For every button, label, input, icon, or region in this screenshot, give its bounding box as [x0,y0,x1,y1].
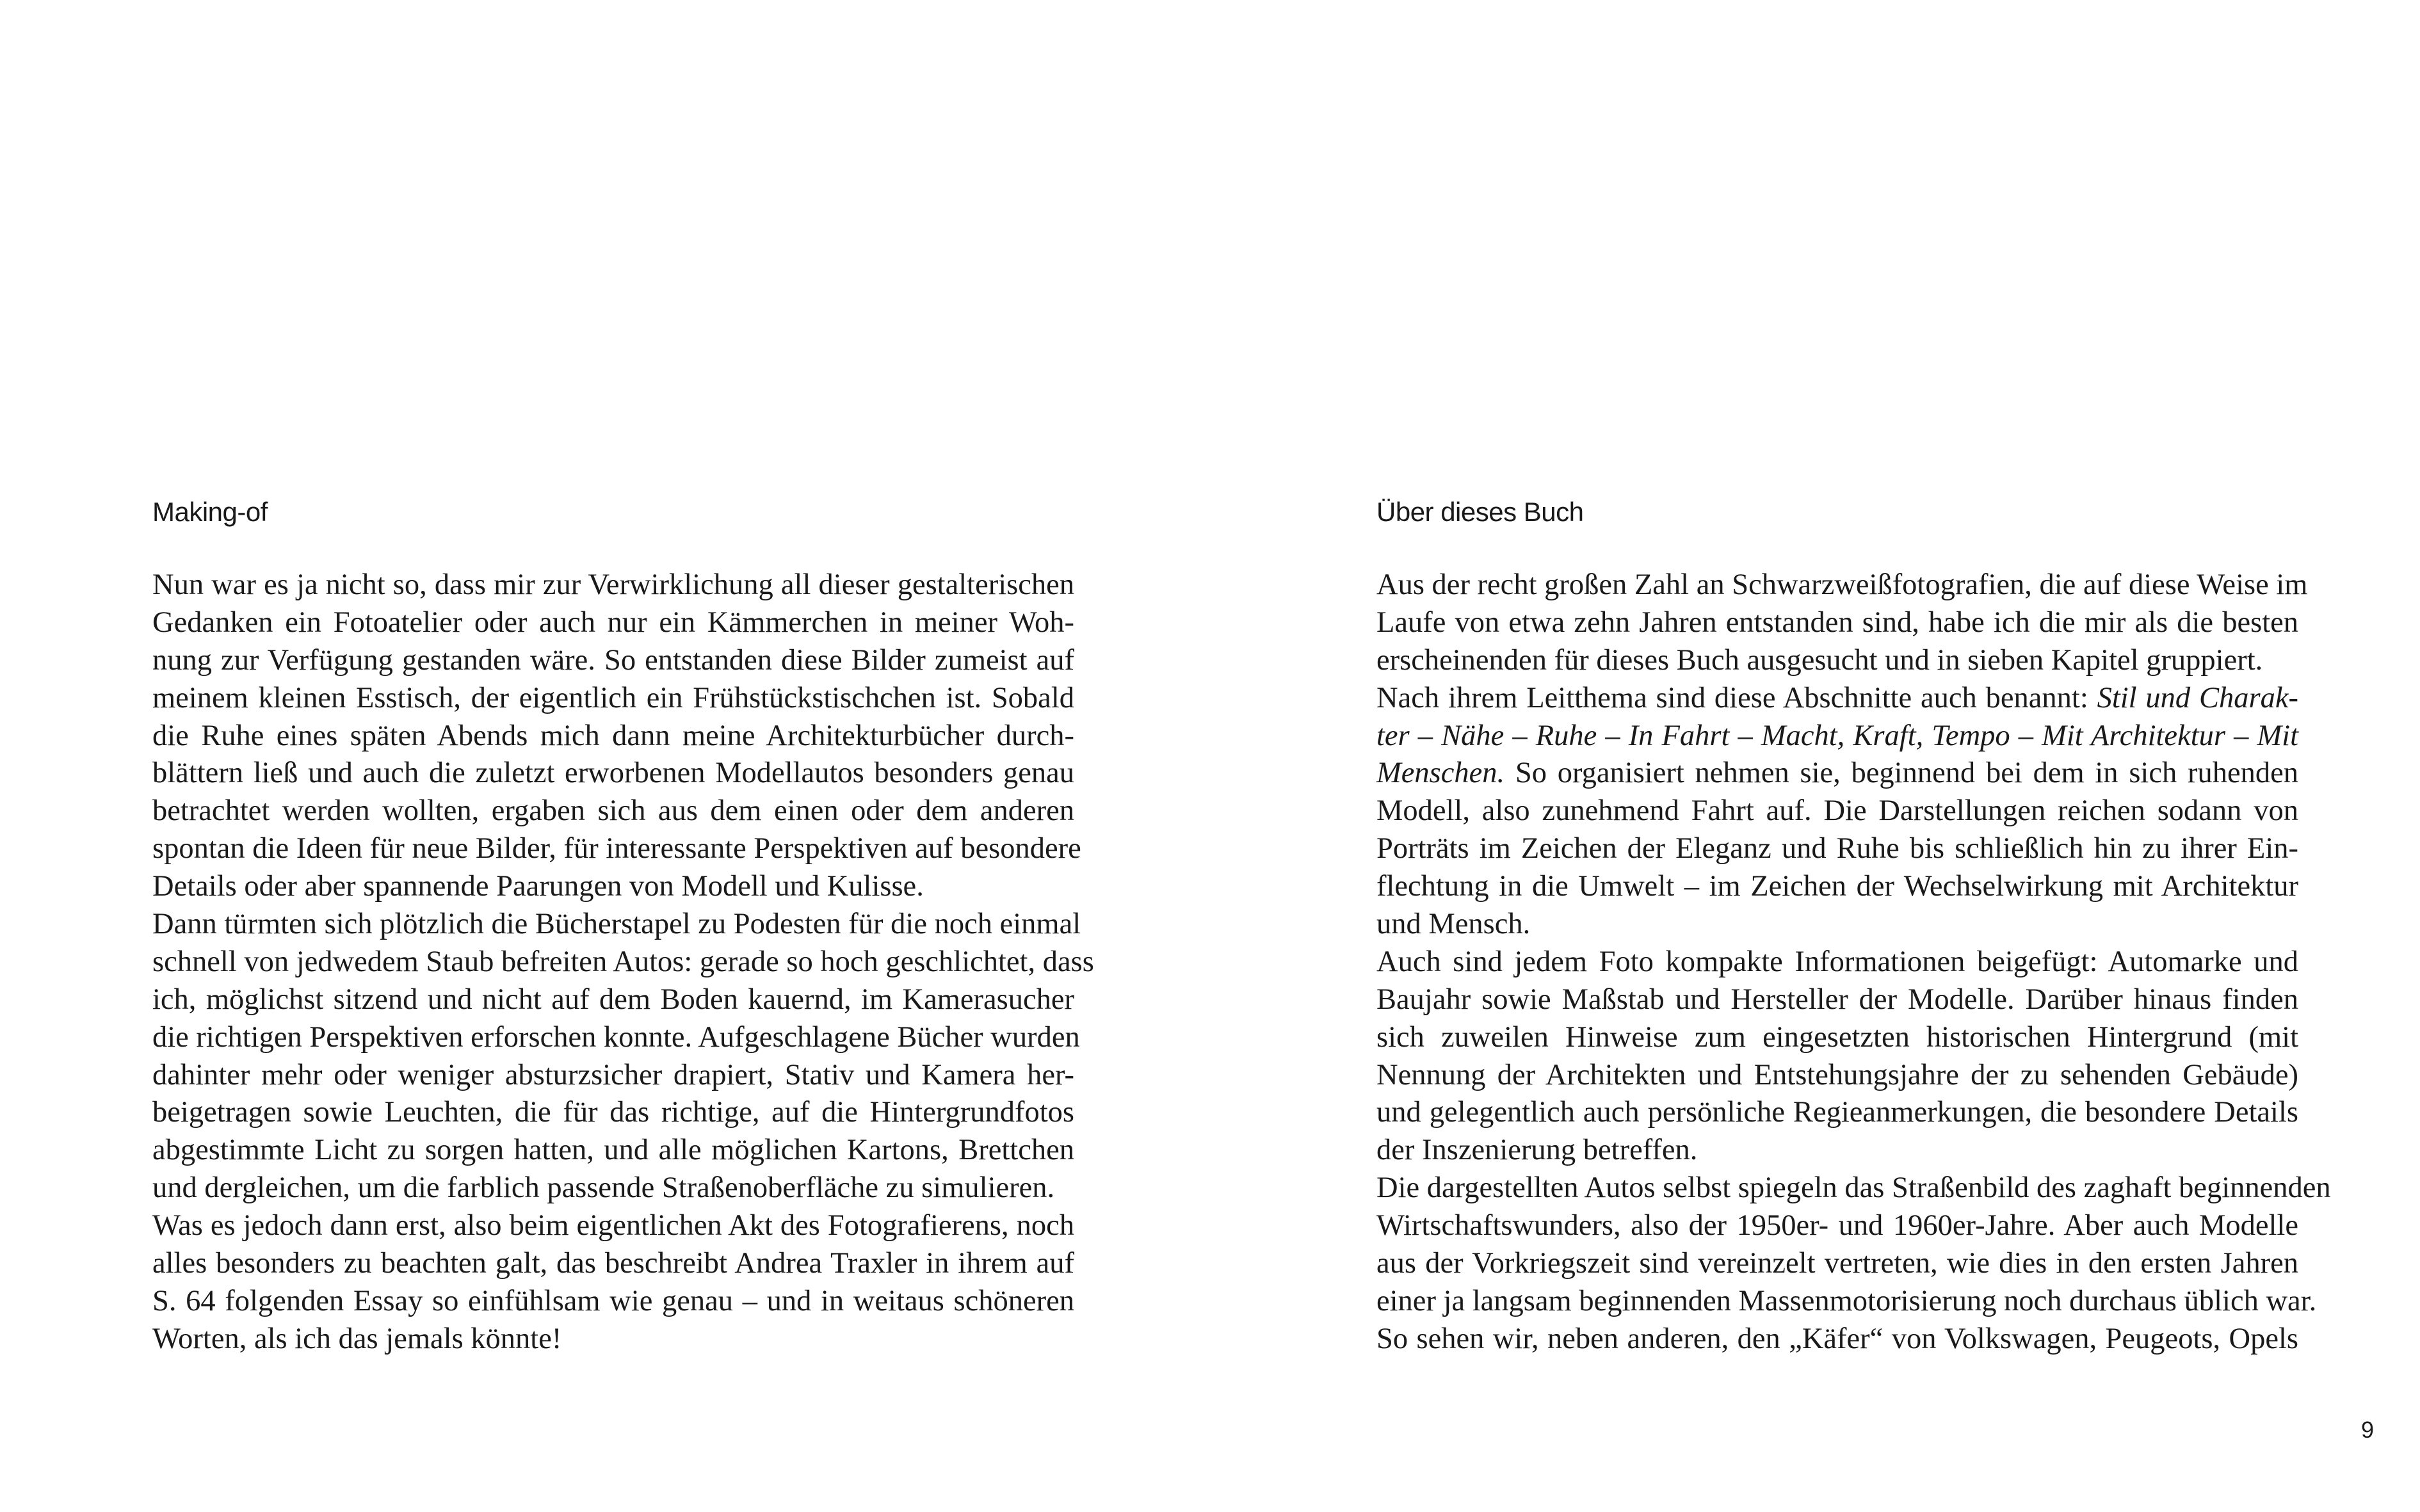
plain-text: und gelegentlich auch persönliche Regieanmerkungen, die besondere Details [1376,1096,2298,1129]
text-line [152,1170,1074,1207]
text-line [152,830,1081,868]
text-line [1376,604,2298,642]
plain-text: abgestimmte Licht zu sorgen hatten, und alle möglichen Kartons, Brettchen [152,1134,1074,1167]
plain-text: erscheinenden für dieses Buch ausgesucht und in sieben Kapitel gruppiert. [1376,643,2263,677]
text-line [152,1283,1074,1321]
plain-text: So sehen wir, neben anderen, den „Käfer“ von Volkswagen, Peugeots, Opels [1376,1322,2298,1355]
text-line [1376,567,2308,604]
text-line [1376,642,2298,680]
plain-text: Aus der recht großen Zahl an Schwarzweißfotografien, die auf diese Weise im [1376,568,2308,601]
text-line [1376,1057,2298,1095]
text-line [152,1245,1074,1283]
text-line [1376,944,2298,981]
plain-text: S. 64 folgenden Essay so einfühlsam wie genau – und in weitaus schöneren [152,1284,1074,1317]
plain-text: Baujahr sowie Maßstab und Hersteller der Modelle. Darüber hinaus finden [1376,983,2298,1016]
plain-text: die richtigen Perspektiven erforschen konnte. Aufgeschlagene Bücher wurden [152,1020,1080,1054]
text-line [152,680,1074,718]
plain-text: und dergleichen, um die farblich passende Straßenoberfläche zu simulieren. [152,1171,1055,1205]
plain-text: schnell von jedwedem Staub befreiten Autos: gerade so hoch geschlichtet, dass [152,945,1094,978]
text-line [152,792,1074,830]
plain-text: nung zur Verfügung gestanden wäre. So entstanden diese Bilder zumeist auf [152,643,1074,677]
plain-text: Wirtschaftswunders, also der 1950er- und 1960er-Jahre. Aber auch Modelle [1376,1209,2298,1243]
plain-text: betrachtet werden wollten, ergaben sich aus dem einen oder dem anderen [152,794,1074,828]
plain-text: Gedanken ein Fotoatelier oder auch nur ein Kämmerchen in meiner Woh- [152,606,1074,639]
text-line [1376,1132,2298,1170]
text-line [152,718,1074,755]
text-line [1376,830,2298,868]
text-line [152,604,1074,642]
plain-text: und Mensch. [1376,908,1531,941]
plain-text: Auch sind jedem Foto kompakte Informationen beigefügt: Automarke und [1376,945,2298,978]
plain-text: beigetragen sowie Leuchten, die für das richtige, auf die Hintergrundfotos [152,1096,1074,1129]
plain-text: sich zuweilen Hinweise zum eingesetzten historischen Hintergrund (mit [1376,1020,2298,1054]
text-line [152,868,1074,906]
italic-text: ter – Nähe – Ruhe – In Fahrt – Macht, Kraft, Tempo – Mit Architektur – Mit [1376,719,2298,752]
plain-text: Was es jedoch dann erst, also beim eigentlichen Akt des Fotografierens, noch [152,1209,1074,1243]
plain-text: meinem kleinen Esstisch, der eigentlich ein Frühstückstischchen ist. Sobald [152,681,1074,714]
text-line [1376,718,2298,755]
text-line [1376,1170,2331,1207]
plain-text: Details oder aber spannende Paarungen von Modell und Kulisse. [152,870,924,903]
left-body-text [152,567,1094,1358]
plain-text: ich, möglichst sitzend und nicht auf dem Boden kauernd, im Kamerasucher [152,983,1074,1016]
plain-text: Nach ihrem Leitthema sind diese Abschnitte auch benannt: [1376,681,2097,714]
text-line [152,1094,1074,1132]
plain-text: So organisiert nehmen sie, beginnend bei dem in sich ruhenden [1504,757,2298,790]
text-line [1376,868,2298,906]
text-line [152,981,1074,1019]
plain-text: Die dargestellten Autos selbst spiegeln das Straßenbild des zaghaft beginnenden [1376,1171,2331,1205]
text-line [1376,1094,2298,1132]
right-body-text [1376,567,2331,1358]
text-line [1376,1283,2317,1321]
plain-text: Nun war es ja nicht so, dass mir zur Verwirklichung all dieser gestalterischen [152,568,1074,601]
plain-text: Porträts im Zeichen der Eleganz und Ruhe bis schließlich hin zu ihrer Ein- [1376,832,2298,865]
text-line [152,755,1074,792]
plain-text: alles besonders zu beachten galt, das beschreibt Andrea Traxler in ihrem auf [152,1247,1074,1280]
plain-text: flechtung in die Umwelt – im Zeichen der Wechselwirkung mit Architektur [1376,870,2298,903]
text-line [1376,1019,2298,1057]
text-line [152,567,1074,604]
plain-text: Modell, also zunehmend Fahrt auf. Die Darstellungen reichen sodann von [1376,794,2298,828]
text-line [152,1057,1074,1095]
text-line [152,1321,1074,1358]
text-line [1376,680,2298,718]
text-line [152,642,1074,680]
plain-text: blättern ließ und auch die zuletzt erworbenen Modellautos besonders genau [152,757,1074,790]
plain-text: Worten, als ich das jemals könnte! [152,1322,562,1355]
italic-text: Menschen. [1376,757,1505,790]
italic-text: Stil und Charak- [2097,681,2299,714]
text-line [152,1132,1074,1170]
text-line [1376,755,2298,792]
text-line [152,944,1094,981]
plain-text: Nennung der Architekten und Entstehungsjahre der zu sehenden Gebäude) [1376,1058,2298,1091]
section-heading-ueber-dieses-buch: Über dieses Buch [1376,497,1584,527]
text-line [152,906,1081,944]
text-line [1376,1207,2298,1245]
section-heading-making-of: Making-of [152,497,268,527]
plain-text: dahinter mehr oder weniger absturzsicher drapiert, Stativ und Kamera her- [152,1058,1074,1091]
text-line [1376,1245,2298,1283]
text-line [152,1207,1074,1245]
text-line [1376,981,2298,1019]
text-line [1376,792,2298,830]
plain-text: die Ruhe eines späten Abends mich dann meine Architekturbücher durch- [152,719,1074,752]
plain-text: Dann türmten sich plötzlich die Bücherstapel zu Podesten für die noch einmal [152,908,1081,941]
plain-text: einer ja langsam beginnenden Massenmotorisierung noch durchaus üblich war. [1376,1284,2317,1317]
text-line [1376,1321,2298,1358]
plain-text: spontan die Ideen für neue Bilder, für interessante Perspektiven auf besondere [152,832,1081,865]
plain-text: der Inszenierung betreffen. [1376,1134,1698,1167]
plain-text: Laufe von etwa zehn Jahren entstanden sind, habe ich die mir als die besten [1376,606,2298,639]
text-line [152,1019,1080,1057]
plain-text: aus der Vorkriegszeit sind vereinzelt vertreten, wie dies in den ersten Jahren [1376,1247,2298,1280]
text-line [1376,906,2298,944]
page-number: 9 [2361,1417,2375,1443]
